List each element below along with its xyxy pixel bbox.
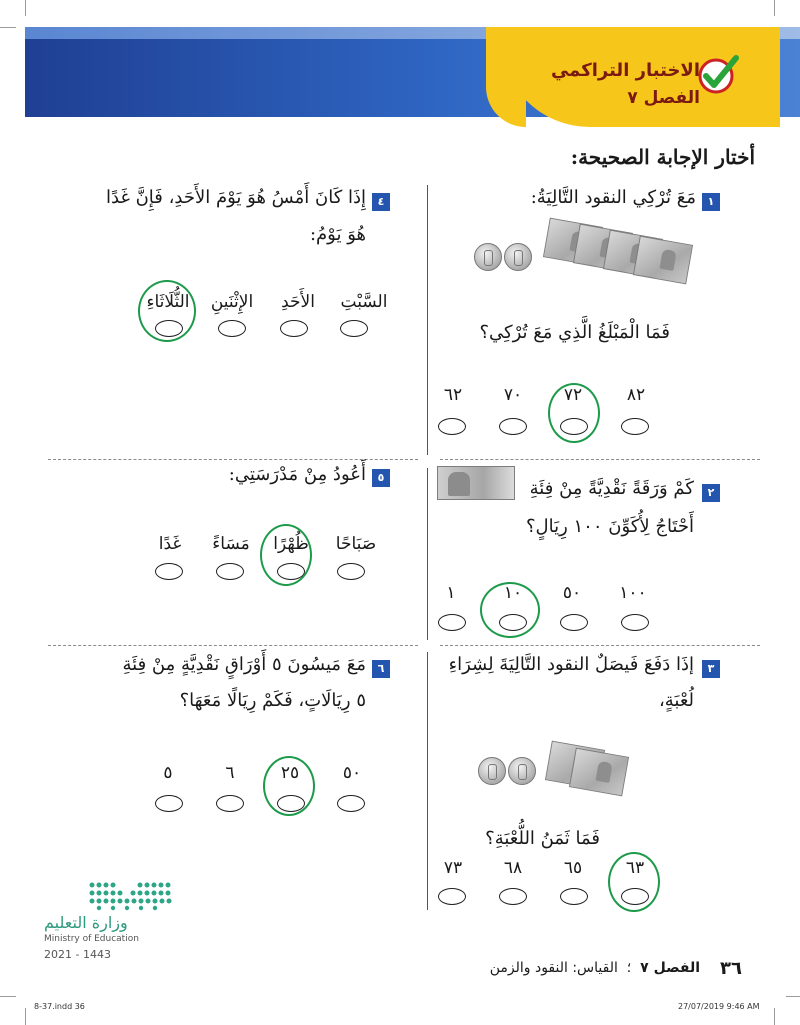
option-label: ٦٥: [563, 858, 583, 878]
question-text: هُوَ يَوْمُ:: [309, 224, 366, 245]
crop-mark: [786, 996, 800, 997]
crop-mark: [774, 0, 775, 16]
option-label: الثُّلَاثَاءِ: [146, 292, 190, 312]
question-text: لُعْبَةٍ،: [658, 690, 694, 711]
answer-bubble[interactable]: [621, 418, 649, 435]
option-label: الإِثْنَينِ: [210, 292, 254, 312]
chapter-footer: [490, 960, 700, 976]
question-number: ٥: [372, 469, 390, 487]
ministry-name-arabic: وزارة التعليم: [44, 913, 128, 932]
coin-icon: [508, 757, 536, 785]
option-label: مَسَاءً: [212, 534, 250, 554]
crop-mark: [25, 1008, 26, 1025]
header-subtitle: الفصل ٧: [627, 88, 700, 108]
selected-answer-ring: [138, 280, 196, 342]
banknote-icon: [569, 748, 629, 797]
answer-bubble[interactable]: [337, 563, 365, 580]
option-label: الأَحَدِ: [281, 292, 315, 312]
check-icon: [696, 52, 740, 96]
answer-bubble[interactable]: [499, 888, 527, 905]
option-label: ظُهْرًا: [273, 534, 309, 554]
answer-bubble[interactable]: [560, 888, 588, 905]
option-label: ٦٨: [503, 858, 523, 878]
option-label: ٦٣: [625, 858, 645, 878]
selected-answer-ring: [260, 524, 312, 586]
row-divider: [440, 459, 760, 460]
header-title: الاختبار التراكمي: [550, 60, 700, 81]
edition-year: 2021 - 1443: [44, 948, 111, 961]
answer-bubble[interactable]: [155, 563, 183, 580]
row-divider: [48, 459, 418, 460]
crop-mark: [0, 27, 16, 28]
option-label: ٦: [225, 763, 235, 783]
row-divider: [440, 645, 760, 646]
answer-bubble[interactable]: [155, 795, 183, 812]
answer-bubble[interactable]: [499, 418, 527, 435]
crop-mark: [25, 0, 26, 16]
question-text: أَعُودُ مِنْ مَدْرَسَتِي:: [228, 464, 366, 485]
option-label: ٥٠: [562, 583, 582, 603]
option-label: ٧٣: [443, 858, 463, 878]
option-label: السَّبْتِ: [340, 292, 388, 312]
answer-bubble[interactable]: [438, 888, 466, 905]
answer-bubble[interactable]: [438, 614, 466, 631]
ministry-name-english: Ministry of Education: [44, 934, 139, 944]
crop-mark: [0, 996, 16, 997]
answer-bubble[interactable]: [438, 418, 466, 435]
option-label: ١٠٠: [619, 583, 647, 603]
answer-bubble[interactable]: [216, 563, 244, 580]
question-text: إذَا دَفَعَ فَيصَلٌ النقود التَّالِيَةَ لِشِرَاءِ: [448, 654, 694, 675]
column-divider: [427, 468, 428, 640]
question-text: إِذَا كَانَ أَمْسُ هُوَ يَوْمَ الأَحَدِ، فَإِنَّ غَدًا: [106, 187, 366, 208]
chapter-separator-icon: ؛: [622, 960, 636, 976]
chapter-title: القياس: النقود والزمن: [489, 960, 618, 976]
crop-mark: [774, 1008, 775, 1025]
option-label: ٥: [163, 763, 173, 783]
answer-bubble[interactable]: [337, 795, 365, 812]
chapter-label: الفصل ٧: [640, 960, 700, 976]
question-number: ٦: [372, 660, 390, 678]
option-label: غَدًا: [158, 534, 182, 554]
question-number: ٤: [372, 193, 390, 211]
answer-bubble[interactable]: [621, 614, 649, 631]
answer-bubble[interactable]: [560, 614, 588, 631]
question-text: ٥ رِيَالَاتٍ، فَكَمْ رِيَالًا مَعَهَا؟: [179, 690, 366, 711]
coin-icon: [504, 243, 532, 271]
question-number: ٣: [702, 660, 720, 678]
option-label: ٥٠: [342, 763, 362, 783]
option-label: صَبَاحًا: [335, 534, 377, 554]
question-text: أَحْتَاجُ لِأُكَوِّنَ ١٠٠ رِيَالٍ؟: [525, 516, 694, 537]
print-slug-file: 8-37.indd 36: [34, 1002, 85, 1011]
page-number: ٣٦: [720, 958, 742, 979]
option-label: ٧٢: [563, 385, 583, 405]
instruction: أختار الإجابة الصحيحة:: [570, 145, 755, 169]
question-number: ٢: [702, 484, 720, 502]
coin-icon: [474, 243, 502, 271]
option-label: ٨٢: [626, 385, 646, 405]
question-text: مَعَ مَيسُونَ ٥ أَوْرَاقٍ نَقْدِيَّةٍ مِنْ فِئَةِ: [122, 654, 366, 675]
answer-bubble[interactable]: [280, 320, 308, 337]
answer-bubble[interactable]: [340, 320, 368, 337]
question-text: كَمْ وَرَقَةً نَقْدِيَّةً مِنْ فِئَةِ: [529, 478, 694, 499]
column-divider: [427, 185, 428, 455]
option-label: ٧٠: [503, 385, 523, 405]
option-label: ١: [446, 583, 456, 603]
selected-answer-ring: [263, 756, 315, 816]
question-number: ١: [702, 193, 720, 211]
answer-bubble[interactable]: [218, 320, 246, 337]
banknote-icon: [633, 236, 693, 285]
print-slug-date: 27/07/2019 9:46 AM: [678, 1002, 760, 1011]
question-text: مَعَ تُرْكِي النقود التَّالِيَةُ:: [530, 187, 696, 208]
selected-answer-ring: [608, 852, 660, 912]
option-label: ٢٥: [280, 763, 300, 783]
ministry-logo-icon: [88, 881, 172, 911]
option-label: ١٠: [503, 583, 523, 603]
selected-answer-ring: [548, 383, 600, 443]
option-label: ٦٢: [443, 385, 463, 405]
selected-answer-ring: [480, 582, 540, 638]
answer-bubble[interactable]: [216, 795, 244, 812]
row-divider: [48, 645, 418, 646]
banknote-icon: [437, 466, 515, 500]
question-follow-up: فَمَا ثَمَنُ اللُّعْبَةِ؟: [485, 828, 600, 849]
coin-icon: [478, 757, 506, 785]
question-follow-up: فَمَا الْمَبْلَغُ الَّذِي مَعَ تُرْكِي؟: [479, 322, 670, 343]
